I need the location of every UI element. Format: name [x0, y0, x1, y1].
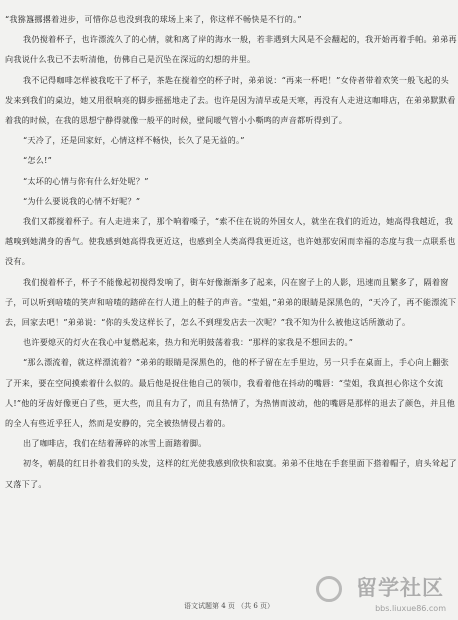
watermark-logo-icon	[316, 576, 342, 602]
body-text	[5, 9, 457, 494]
paragraph: 初冬，朝晨的红日扑着我们的头发，这样的红光使我感到欣快和寂寞。弟弟不住地在手套里面下搭着帽子，肩头耸起了又落下了。	[5, 458, 457, 489]
paragraph: “太坏的心情与你有什么好处呢？”	[23, 175, 149, 186]
paragraph: 也许要熄灭的灯火在我心中复燃起来，热力和光明鼓荡着我：“那样的家我是不想回去的。”	[23, 337, 354, 348]
watermark-url: bbs.liuxue86.com	[375, 604, 446, 613]
paragraph: 我仍搅着杯子，也许漂流久了的心情，就和离了岸的海水一般，若非遇到大风是不会翻起的，我开始再着手帕。弟弟再向我说什么我已不去听清他，仿佛自己是沉坠在深远的幻想的井里。	[5, 34, 457, 65]
paragraph: 出了咖啡店，我们在结着薄碎的冰雪上面踏着脚。	[23, 438, 207, 449]
paragraph: “我猕簋挪撂着进步，可惜你总也没到我的球场上来了，你这样不畅快是不行的。”	[5, 14, 302, 24]
paragraph: 我们搅着杯子，杯子不能像起初搅得发响了，街车好像渐渐多了起来，闪在窗子上的人影，迅速而且繁多了，隔着窗子，可以听到喑喳的笑声和喑喳的踏碎在行人道上的鞋子的声音。“莹姐，”弟弟的眼睛是深黑色的，“天冷了，再不能漂流下去，回家去吧！”弟弟说：“你的头发这样长了，怎么不到理发店去一次呢？”我不知为什么被他这话所激动了。	[5, 276, 457, 328]
paragraph: “怎么!”	[23, 155, 52, 166]
paragraph: 我不记得咖啡怎样被我吃干了杯子，茶匙在搅着空的杯子时，弟弟说：“再来一杯吧！”女侍者带着欢笑一般飞起的头发来到我们的桌边，她又用很响亮的脚步摇摇地走了去。也许是因为清早或是天寒，再没有人走进这咖啡店，在弟弟默默看着我的时候，在我的思想宁静得就像一般平的时候，壁间暖气管小小嘶鸣的声音都听得到了。	[5, 74, 456, 126]
page-footer: 语文试题第 4 页 （共 6 页）	[183, 602, 275, 610]
watermark-title: 留学社区	[356, 576, 444, 600]
paragraph: 我们又都搅着杯子。有人走进来了，那个响着嗓子，“索不住在说的外国女人，就坐在我们的近边，她高得我越近，我越嗅到她满身的香气。使我感到她高得我更近这，也感到全人类高得我更近这，也许她那安闲而幸福的态度与我一点联系也没有。	[5, 216, 456, 267]
paragraph: “那么漂流着，就这样漂流着？”弟弟的眼睛是深黑色的，他的杯子留在左手里边，另一只手在桌面上，手心向上翻张了开来，要在空间摸索着什么似的。最后他是捉住他自己的领巾，我看着他在抖动的嘴唇：“莹姐，我真担心你这个女流人!”他的牙齿好像更白了些，更大些，而且有力了，而且有热情了，为热情而波动，他的嘴唇是那样的退去了颜色，并且他的全人有些近乎狂人，然而是安静的，完全被热情侵占着的。	[5, 357, 456, 429]
watermark	[312, 572, 452, 618]
paragraph: “为什么要说我的心情不好呢？”	[23, 195, 141, 206]
paragraph: “天冷了，还是回家好，心情这样不畅快，长久了是无益的。”	[23, 135, 245, 146]
